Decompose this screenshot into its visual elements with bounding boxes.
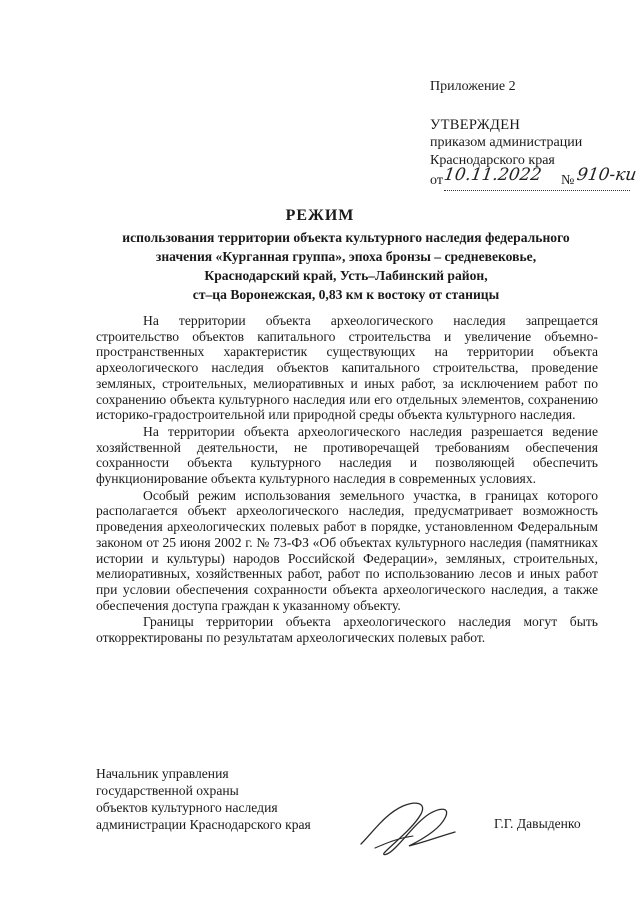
order-number-handwritten: 910-ки xyxy=(575,165,638,185)
paragraph-boundaries: Границы территории объекта археологического наследия могут быть откорректированы по результатам археологических полевых работ. xyxy=(96,614,598,646)
signer-line: государственной охраны xyxy=(96,783,239,798)
subtitle-line: ст–ца Воронежская, 0,83 км к востоку от станицы xyxy=(192,287,500,302)
subtitle-line: использования территории объекта культурного наследия федерального xyxy=(122,230,570,245)
paragraph-special-regime: Особый режим использования земельного участка, в границах которого располагается объект археологического наследия, предусматривает возможность проведения археологических полевых работ в порядке, установленном Федеральным законом от 25 июня 2002 г. № 73-ФЗ «Об объектах культурного наследия (памятниках истории и культуры) народов Российской Федерации», земляных, строительных, мелиоративных, хозяйственных работ, работ по использованию лесов и иных работ при условии обеспечения сохранности объекта археологического наследия, а также обеспечения доступа граждан к указанному объекту. xyxy=(96,487,598,613)
approval-title: УТВЕРЖДЕН xyxy=(430,117,521,133)
handwritten-signature xyxy=(355,792,465,862)
approval-line-2: Краснодарского края xyxy=(430,153,555,168)
order-number-label: № xyxy=(561,173,575,188)
document-body xyxy=(96,313,598,646)
signer-line: Начальник управления xyxy=(96,766,229,781)
subtitle-line: Краснодарский край, Усть–Лабинский район, xyxy=(204,268,488,283)
document-subtitle xyxy=(96,228,596,304)
signer-name: Г.Г. Давыденко xyxy=(494,816,581,831)
order-line xyxy=(430,165,638,192)
signer-line: администрации Краснодарского края xyxy=(96,817,311,832)
paragraph-prohibitions: На территории объекта археологического наследия запрещается строительство объектов капитального строительства и увеличение объемно-пространственных характеристик существующих на территории объекта археологического наследия объектов капитального строительства, проведение земляных, строительных, мелиоративных и иных работ, за исключением работ по сохранению объекта культурного наследия или его отдельных элементов, сохранению историко-градостроительной или природной среды объекта культурного наследия. xyxy=(96,313,598,423)
approval-block xyxy=(430,116,638,192)
order-date-handwritten: 10.11.2022 xyxy=(442,165,543,185)
appendix-label: Приложение 2 xyxy=(430,79,516,94)
approval-line-1: приказом администрации xyxy=(430,135,583,150)
signer-position xyxy=(96,765,311,833)
document-title: РЕЖИМ xyxy=(285,207,355,224)
order-date-prefix: от xyxy=(430,173,443,188)
subtitle-line: значения «Курганная группа», эпоха бронзы – средневековье, xyxy=(155,249,537,264)
signer-line: объектов культурного наследия xyxy=(96,800,278,815)
order-underline xyxy=(444,190,630,191)
paragraph-permitted-activity: На территории объекта археологического наследия разрешается ведение хозяйственной деятельности, не противоречащей требованиям обеспечения сохранности объекта культурного наследия и позволяющей обеспечить функционирование объекта культурного наследия в современных условиях. xyxy=(96,423,598,487)
